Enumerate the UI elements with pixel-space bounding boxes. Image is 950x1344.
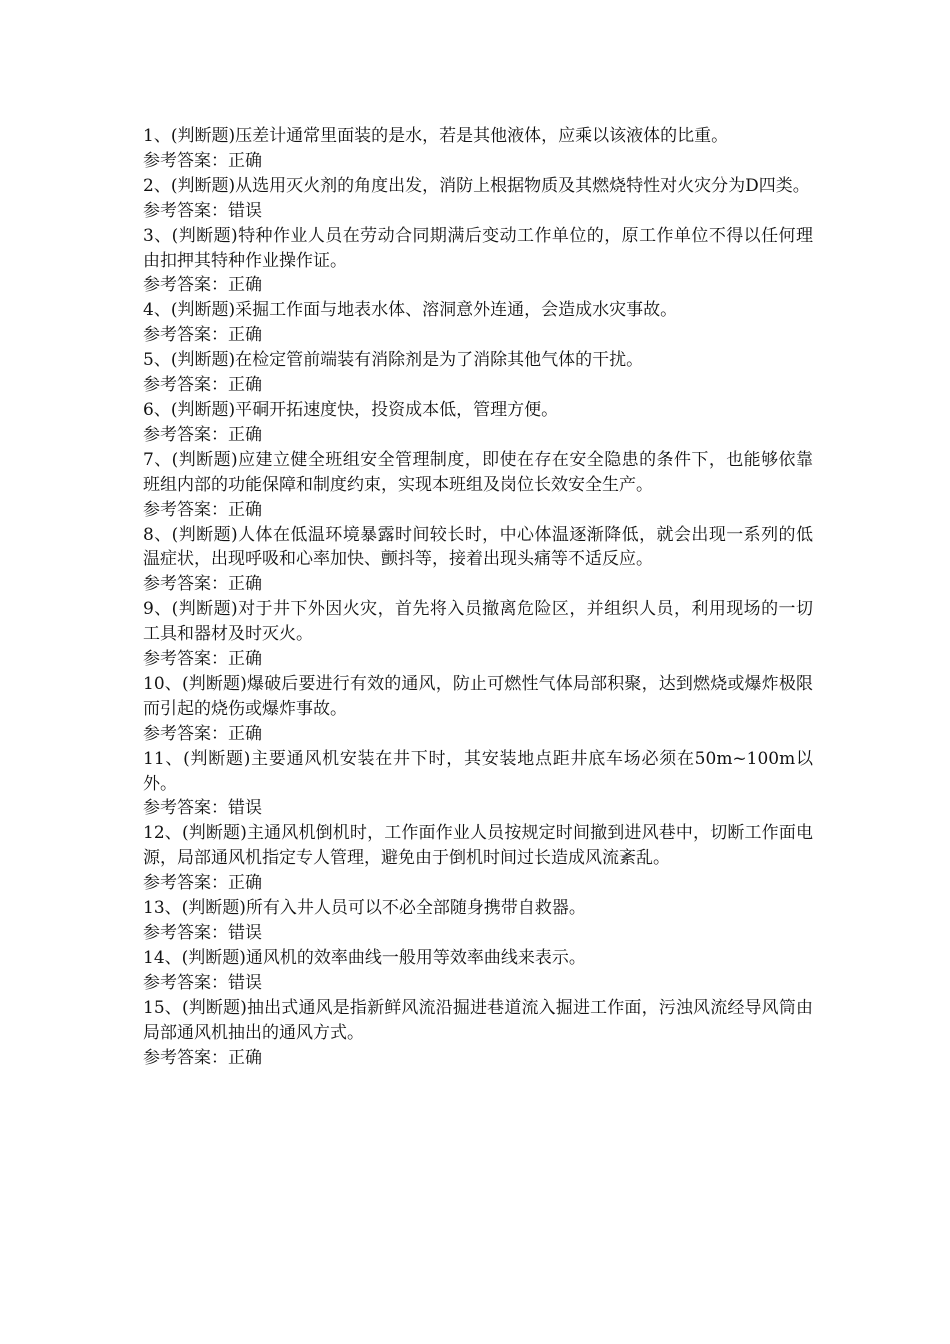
question-text: 12、(判断题)主通风机倒机时，工作面作业人员按规定时间撤到进风巷中，切断工作面电源，局部通风机指定专人管理，避免由于倒机时间过长造成风流紊乱。 (143, 823, 813, 869)
question-text: 5、(判断题)在检定管前端装有消除剂是为了消除其他气体的干扰。 (143, 350, 644, 371)
answer-line (143, 722, 813, 747)
answer-line (143, 1046, 813, 1071)
question-text: 3、(判断题)特种作业人员在劳动合同期满后变动工作单位的，原工作单位不得以任何理由扣押其特种作业操作证。 (143, 225, 813, 271)
answer-value: 正确 (228, 499, 262, 520)
answer-value: 错误 (228, 200, 262, 221)
answer-label: 参考答案： (143, 873, 228, 894)
answer-line (143, 871, 813, 896)
question-text: 8、(判断题)人体在低温环境暴露时间较长时，中心体温逐渐降低，就会出现一系列的低温症状，出现呼吸和心率加快、颤抖等，接着出现头痛等不适反应。 (143, 524, 813, 570)
answer-label: 参考答案： (143, 200, 228, 221)
answer-label: 参考答案： (143, 325, 228, 346)
answer-value: 正确 (228, 574, 262, 595)
answer-label: 参考答案： (143, 424, 228, 445)
question-text: 1、(判断题)压差计通常里面装的是水，若是其他液体，应乘以该液体的比重。 (143, 126, 729, 146)
answer-label: 参考答案： (143, 1047, 228, 1068)
question-text: 6、(判断题)平硐开拓速度快，投资成本低，管理方便。 (143, 399, 559, 420)
question-text: 2、(判断题)从选用灭火剂的角度出发，消防上根据物质及其燃烧特性对火灾分为D四类。 (143, 175, 810, 196)
answer-line (143, 647, 813, 672)
answer-label: 参考答案： (143, 798, 228, 819)
answer-line (143, 921, 813, 946)
answer-value: 正确 (228, 275, 262, 296)
answer-value: 错误 (228, 923, 262, 943)
question-text: 13、(判断题)所有入井人员可以不必全部随身携带自救器。 (143, 898, 586, 919)
question-text: 4、(判断题)采掘工作面与地表水体、溶洞意外连通，会造成水灾事故。 (143, 300, 678, 321)
answer-value: 错误 (228, 972, 262, 993)
question-text: 11、(判断题)主要通风机安装在井下时，其安装地点距井底车场必须在50m~100m以外。 (143, 748, 813, 794)
answer-value: 正确 (228, 325, 262, 346)
answer-value: 正确 (228, 424, 262, 445)
answer-line (143, 373, 813, 398)
answer-label: 参考答案： (143, 923, 228, 943)
answer-value: 正确 (228, 150, 262, 171)
answer-line (143, 149, 813, 174)
answer-line (143, 796, 813, 821)
answer-label: 参考答案： (143, 150, 228, 171)
answer-label: 参考答案： (143, 574, 228, 595)
answer-line (143, 273, 813, 298)
answer-value: 错误 (228, 798, 262, 819)
answer-label: 参考答案： (143, 972, 228, 993)
question-text: 7、(判断题)应建立健全班组安全管理制度，即使在存在安全隐患的条件下，也能够依靠班组内部的功能保障和制度约束，实现本班组及岗位长效安全生产。 (143, 449, 813, 495)
answer-line (143, 498, 813, 523)
answer-value: 正确 (228, 1047, 262, 1068)
answer-line (143, 199, 813, 224)
answer-value: 正确 (228, 649, 262, 670)
answer-label: 参考答案： (143, 275, 228, 296)
question-text: 9、(判断题)对于井下外因火灾，首先将入员撤离危险区，并组织人员，利用现场的一切工具和器材及时灭火。 (143, 599, 813, 645)
answer-line (143, 971, 813, 996)
question-text: 10、(判断题)爆破后要进行有效的通风，防止可燃性气体局部积聚，达到燃烧或爆炸极限而引起的烧伤或爆炸事故。 (143, 673, 813, 719)
answer-line (143, 423, 813, 448)
answer-line (143, 323, 813, 348)
answer-label: 参考答案： (143, 649, 228, 670)
answer-label: 参考答案： (143, 375, 228, 396)
answer-line (143, 572, 813, 597)
answer-label: 参考答案： (143, 499, 228, 520)
question-text: 14、(判断题)通风机的效率曲线一般用等效率曲线来表示。 (143, 947, 586, 968)
document-page (143, 124, 813, 1070)
answer-label: 参考答案： (143, 723, 228, 744)
answer-value: 正确 (228, 873, 262, 894)
answer-value: 正确 (228, 723, 262, 744)
answer-value: 正确 (228, 375, 262, 396)
question-text: 15、(判断题)抽出式通风是指新鲜风流沿掘进巷道流入掘进工作面，污浊风流经导风筒由局部通风机抽出的通风方式。 (143, 997, 813, 1043)
